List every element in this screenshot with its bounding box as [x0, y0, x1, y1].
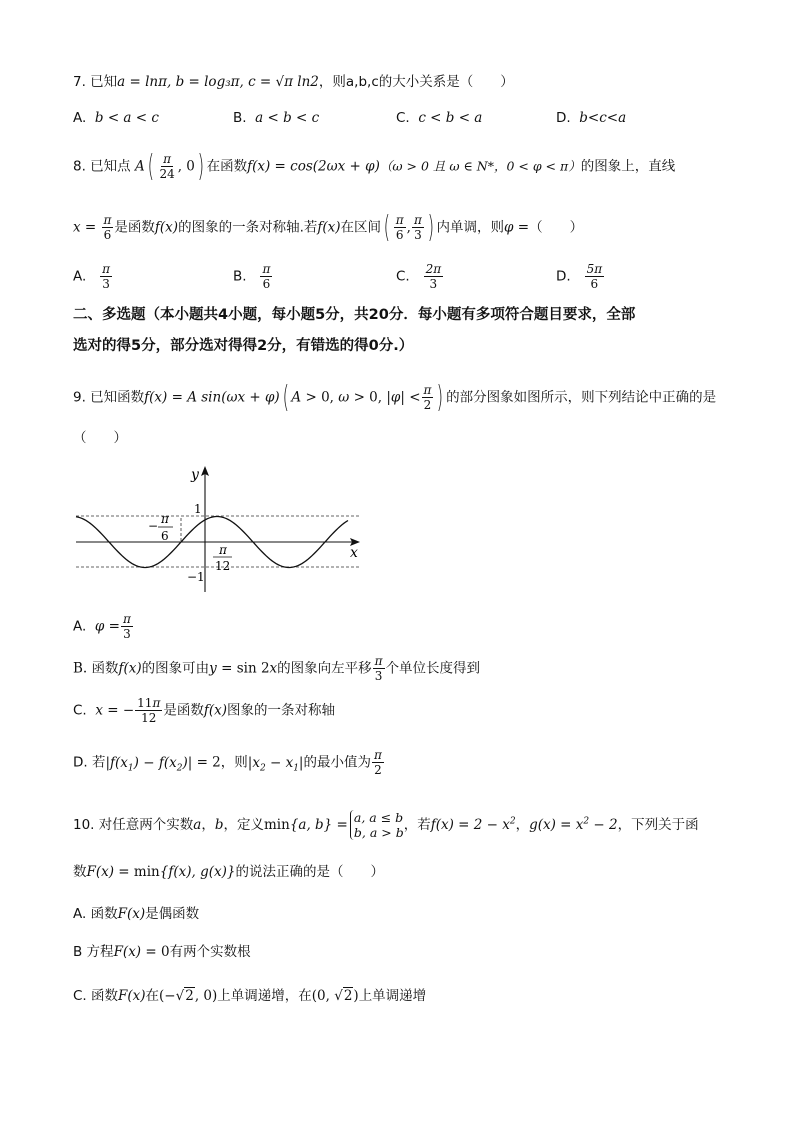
q10-option-b: B 方程F(x) = 0有两个实数根 [73, 944, 251, 960]
q9-tick-1: 1 [194, 502, 202, 516]
q8-option-d: D. $\frac{5\pi}{6}$ [556, 262, 603, 291]
q7-option-b: B. a < b < c [233, 110, 320, 126]
q7-option-c: C. c < b < a [396, 110, 483, 126]
q7-math: a = lnπ, b = log₃π, c = √π ln2 [117, 74, 319, 90]
q9-option-d: D. 若$|f(x_1) - f(x_2)| = 2$，则$|x_2 - x_1|$的最小值为 $\frac{\pi}{2}$ [73, 748, 382, 777]
q9-option-a: A. φ = $\frac{\pi}{3}$ [73, 612, 131, 641]
q9-option-c: C. x = − $\frac{11\pi}{12}$ 是函数f(x)图象的一条对称轴 [73, 696, 335, 725]
q9-tick-neg-pi6-den: 6 [161, 529, 169, 543]
section2-heading-line1: 二、多选题（本小题共4小题，每小题5分，共20分．每小题有多项符合题目要求，全部 [73, 307, 636, 323]
q9-option-b: B. 函数f(x)的图象可由y = sin 2x的图象向左平移 $\frac{\pi}{3}$ 个单位长度得到 [73, 654, 481, 683]
q10-stem: 10. 对任意两个实数a，b，定义min{a, b} = a, a ≤ b b, a > b ，若$f(x) = 2 - x^2$，$g(x) = x^2 - 2$，下列关于函 [73, 810, 699, 840]
q9-paren: （ ） [73, 430, 127, 446]
q7-option-d: D. b<c<a [556, 110, 627, 126]
q10-option-a: A. 函数F(x)是偶函数 [73, 906, 200, 922]
q9-tick-neg-pi6-num: π [161, 512, 169, 526]
q9-tick-neg-pi6-minus: − [148, 519, 159, 533]
q9-tick-neg1: −1 [187, 570, 205, 584]
section2-heading-line2: 选对的得5分，部分选对得得2分，有错选的得0分.） [73, 338, 414, 354]
q7-prefix: 7. 已知 [73, 74, 118, 90]
q9-graph [70, 462, 370, 598]
q9-tick-pi12-den: 12 [215, 559, 231, 573]
q10-option-c: C. 函数F(x)在(−√2, 0)上单调递增，在(0, √2)上单调递增 [73, 988, 427, 1004]
q8-line1: 8. 已知点 A( $\frac{\pi}{24}$ , 0) 在函数f(x) = cos(2ωx + φ)（ω > 0 且 ω ∈ N*，0 < φ < π）的图象上，直线 [73, 148, 676, 184]
q9-tick-pi12-num: π [219, 543, 227, 557]
q8-option-c: C. $\frac{2\pi}{3}$ [396, 262, 442, 291]
q8-line2: x = $\frac{\pi}{6}$ 是函数f(x)的图象的一条对称轴.若f(x)在区间( $\frac{\pi}{6}$ , $\frac{\pi}{3}$ ) 内单调，则φ =（ ） [73, 209, 584, 245]
q10-line2: 数F(x) = min{f(x), g(x)}的说法正确的是（ ） [73, 864, 384, 880]
q9-stem: 9. 已知函数f(x) = A sin(ωx + φ)( A > 0, ω > 0, |φ| < $\frac{\pi}{2}$ ) 的部分图象如图所示，则下列结论中正确的是 [73, 379, 717, 415]
q7-stem [73, 72, 514, 92]
q8-option-a: A. $\frac{\pi}{3}$ [73, 262, 111, 291]
q8-option-b: B. $\frac{\pi}{6}$ [233, 262, 271, 291]
q7-suffix: ，则a,b,c的大小关系是（ ） [318, 74, 514, 90]
q9-y-label: y [191, 467, 199, 483]
q9-x-label: x [350, 545, 358, 561]
q7-option-a: A. b < a < c [73, 110, 159, 126]
